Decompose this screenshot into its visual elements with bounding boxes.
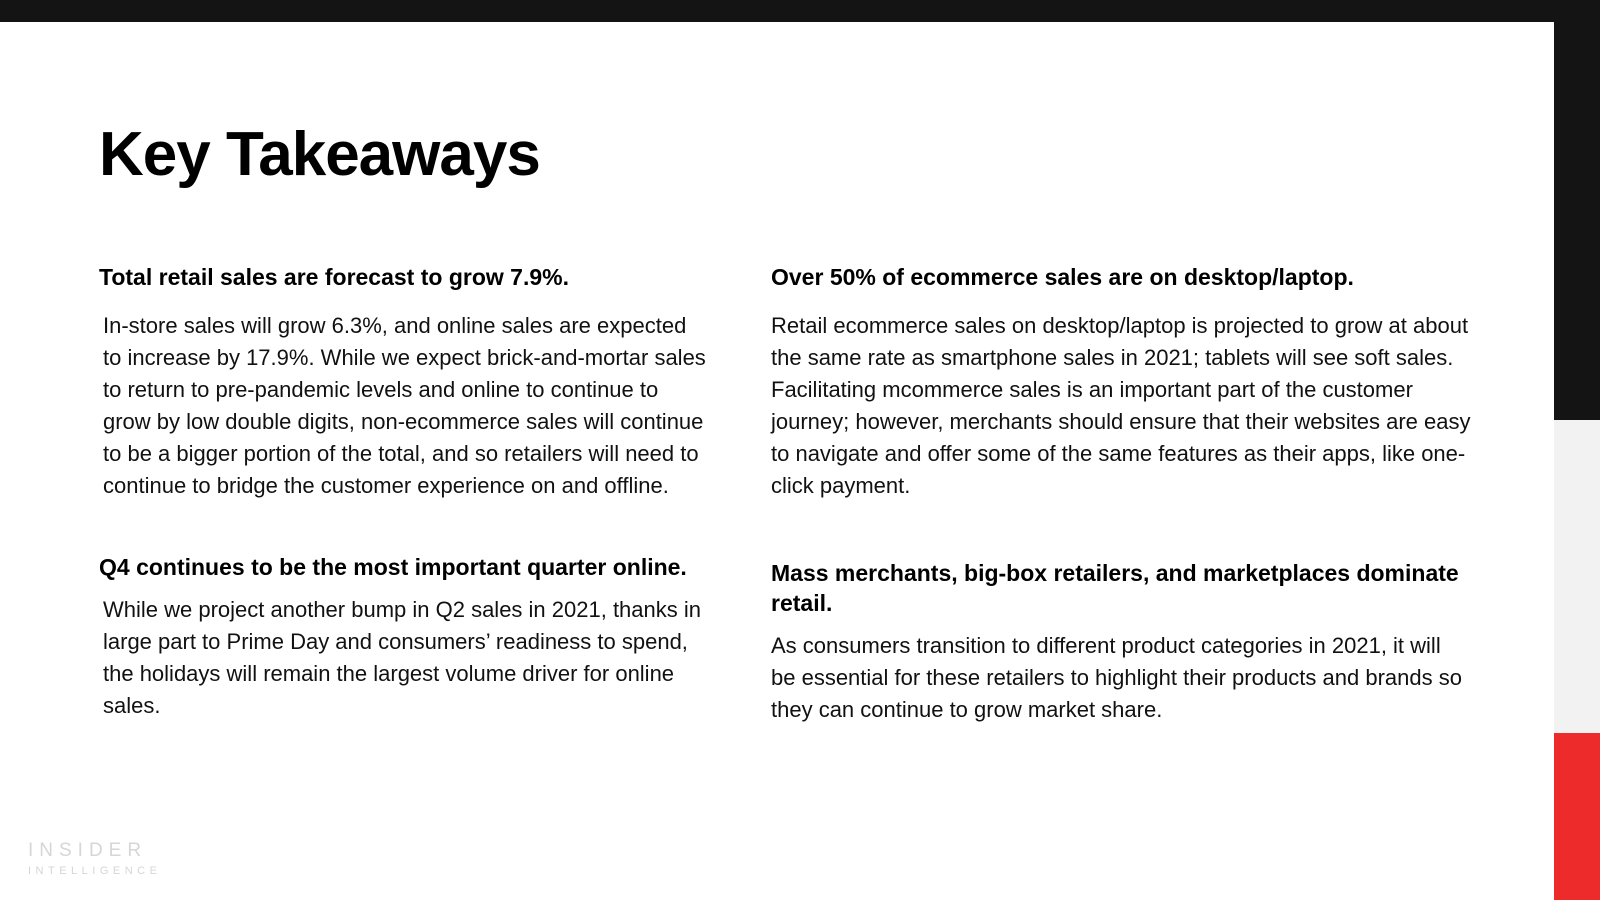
page-title: Key Takeaways [99,120,540,189]
right-chrome-bar-grey [1554,420,1600,733]
takeaway-block [99,552,709,722]
takeaway-body: In-store sales will grow 6.3%, and online sales are expected to increase by 17.9%. While we expect brick-and-mortar sales to return to pre-pandemic levels and online to continue to grow by low double digits, non-ecommerce sales will continue to be a bigger portion of the total, and so retailers will need to continue to bridge the customer experience on and offline. [103,313,706,498]
bottom-chrome-strip [0,886,1554,900]
insider-intelligence-logo [28,841,161,878]
takeaways-columns [99,262,1479,734]
logo-line-secondary: INTELLIGENCE [28,864,162,877]
takeaways-column-right [771,262,1471,734]
takeaway-heading: Total retail sales are forecast to grow 7.9%. [99,264,569,290]
top-chrome-bar [0,0,1600,22]
takeaways-column-left [99,262,709,734]
takeaway-heading: Over 50% of ecommerce sales are on desktop/laptop. [771,264,1354,290]
takeaway-body: As consumers transition to different product categories in 2021, it will be essential for these retailers to highlight their products and brands so they can continue to grow market share. [771,633,1462,723]
takeaway-body: Retail ecommerce sales on desktop/laptop is projected to grow at about the same rate as smartphone sales in 2021; tablets will see soft sales. Facilitating mcommerce sales is an important part of the customer journey; however, merchants should ensure that their websites are easy to navigate and offer some of the same features as their apps, like one-click payment. [771,313,1471,498]
logo-line-primary: INSIDER [28,839,148,861]
slide-canvas [0,22,1554,900]
takeaway-block [771,558,1471,726]
takeaway-block [771,262,1471,502]
takeaway-heading: Q4 continues to be the most important quarter online. [99,553,687,580]
block-spacer [771,510,1471,558]
takeaway-body: While we project another bump in Q2 sales in 2021, thanks in large part to Prime Day and consumers’ readiness to spend, the holidays will remain the largest volume driver for online sales. [103,597,701,718]
right-chrome-bar-accent [1554,733,1600,900]
right-chrome-bar-dark [1554,22,1600,420]
block-spacer [99,510,709,552]
takeaway-block [99,262,709,502]
takeaway-heading: Mass merchants, big-box retailers, and marketplaces dominate retail. [771,559,1459,617]
